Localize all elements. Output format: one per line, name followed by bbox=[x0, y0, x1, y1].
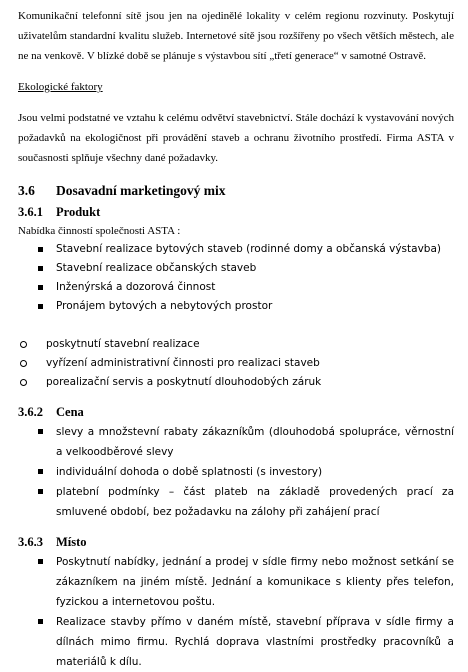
eco-heading: Ekologické faktory bbox=[18, 81, 103, 93]
product-title: Produkt bbox=[56, 205, 101, 219]
place-number: 3.6.3 bbox=[18, 535, 43, 549]
price-title: Cena bbox=[56, 405, 84, 419]
intro-paragraph: Komunikační telefonní sítě jsou jen na ojedinělé lokality v celém regionu rozvinuty. Poskytují uživatelům standardní kvalitu služeb. Internetové sítě jsou rozšířeny po všech větších městech, ale ne na venkově. V blízké době se plánuje s výstavbou sítí „třetí generace“ v samotné Ostravě. bbox=[18, 10, 454, 62]
price-list bbox=[18, 422, 454, 522]
list-item: Poskytnutí nabídky, jednání a prodej v sídle firmy nebo možnost setkání se zákazníkem na jiném místě. Jednání a komunikace s klienty přes telefon, fyzickou a internetovou poštu. bbox=[18, 552, 454, 612]
place-title: Místo bbox=[56, 535, 87, 549]
list-item: Stavební realizace bytových staveb (rodinné domy a občanská výstavba) bbox=[18, 240, 454, 259]
product-lead: Nabídka činností společnosti ASTA : bbox=[18, 225, 181, 237]
product-number: 3.6.1 bbox=[18, 205, 43, 219]
list-item: vyřízení administrativní činnosti pro realizaci staveb bbox=[18, 354, 454, 373]
section-title: Dosavadní marketingový mix bbox=[56, 183, 226, 198]
section-heading bbox=[18, 180, 454, 202]
list-item: individuální dohoda o době splatnosti (s investory) bbox=[18, 462, 454, 482]
list-item: poskytnutí stavební realizace bbox=[18, 335, 454, 354]
list-item: slevy a množstevní rabaty zákazníkům (dlouhodobá spolupráce, věrnostní a velkoodběrové slevy bbox=[18, 422, 454, 462]
list-item: platební podmínky – část plateb na základě provedených prací za smluvené období, bez požadavku na zálohy při zahájení prací bbox=[18, 482, 454, 522]
product-sublist bbox=[18, 335, 454, 392]
place-list bbox=[18, 552, 454, 672]
list-item: Stavební realizace občanských staveb bbox=[18, 259, 454, 278]
product-heading bbox=[18, 202, 454, 222]
list-item: porealizační servis a poskytnutí dlouhodobých záruk bbox=[18, 373, 454, 392]
section-number: 3.6 bbox=[18, 183, 35, 198]
product-list bbox=[18, 240, 454, 316]
list-item: Realizace stavby přímo v daném místě, stavební příprava v sídle firmy a dílnách mimo firmu. Rychlá doprava vlastními prostředky pracovníků a materiálů k dílu. bbox=[18, 612, 454, 672]
place-heading bbox=[18, 532, 454, 552]
price-number: 3.6.2 bbox=[18, 405, 43, 419]
eco-paragraph: Jsou velmi podstatné ve vztahu k celému odvětví stavebnictví. Stále dochází k vystavování nových požadavků na ekologičnost při provádění staveb a ochranu životního prostředí. Firma ASTA v současnosti splňuje všechny dané požadavky. bbox=[18, 112, 454, 164]
price-heading bbox=[18, 402, 454, 422]
list-item: Inženýrská a dozorová činnost bbox=[18, 278, 454, 297]
list-item: Pronájem bytových a nebytových prostor bbox=[18, 297, 454, 316]
